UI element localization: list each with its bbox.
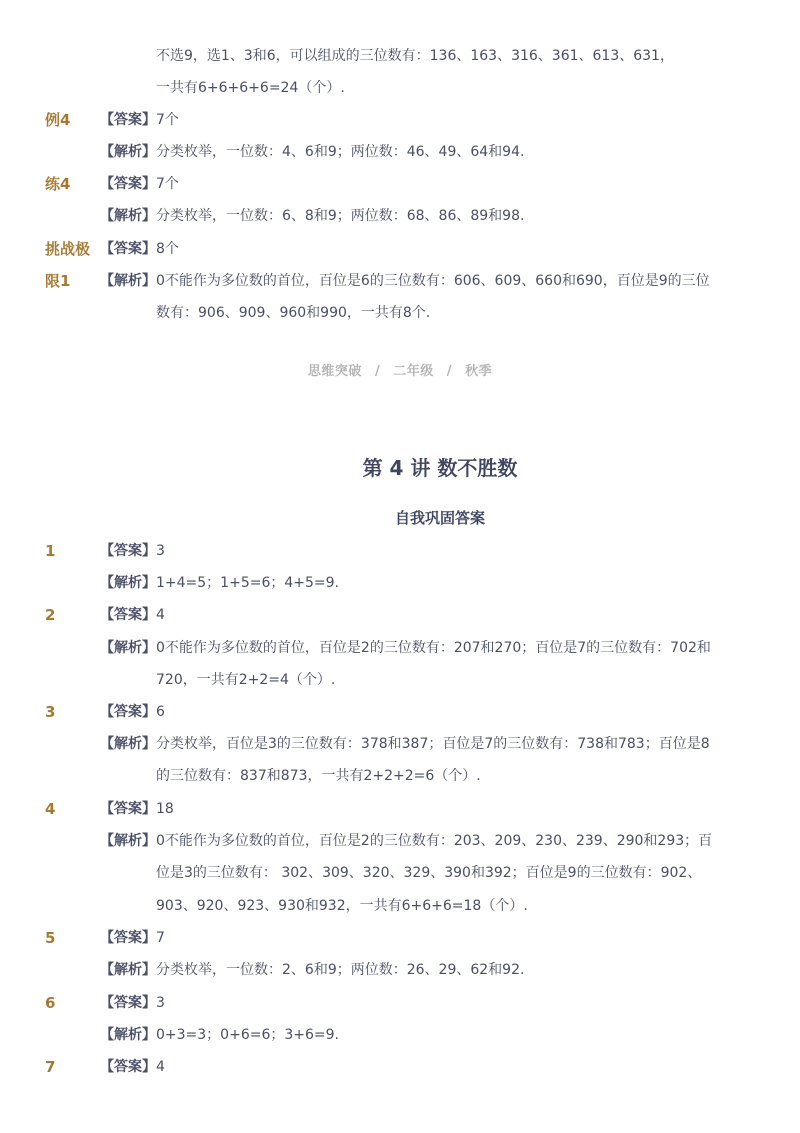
challenge-1-analysis-row-2 [0, 301, 800, 325]
q3-answer-row [0, 700, 800, 724]
analysis-tag: 【解析】 [100, 144, 156, 160]
question-number: 5 [45, 929, 56, 947]
q2-analysis-row [0, 636, 800, 660]
analysis-text: 903、920、923、930和932，一共有6+6+6=18（个）. [156, 898, 528, 914]
analysis-tag: 【解析】 [100, 640, 156, 656]
answer-text: 4 [156, 1059, 165, 1075]
analysis-text: 0不能作为多位数的首位，百位是2的三位数有：207和270；百位是7的三位数有：702和 [156, 640, 711, 656]
analysis-text: 不选9，选1、3和6，可以组成的三位数有：136、163、316、361、613、631， [156, 48, 674, 64]
q3-analysis-row [0, 732, 800, 756]
q7-answer-row [0, 1055, 800, 1079]
footer-separator: / [446, 364, 453, 379]
analysis-text: 数有：906、909、960和990，一共有8个. [156, 305, 431, 321]
analysis-text: 0不能作为多位数的首位，百位是6的三位数有：606、609、660和690，百位是9的三位 [156, 273, 710, 289]
answer-tag: 【答案】 [100, 704, 156, 720]
analysis-text: 分类枚举，百位是3的三位数有：378和387；百位是7的三位数有：738和783；百位是8 [156, 736, 710, 752]
analysis-tag: 【解析】 [100, 575, 156, 591]
footer-separator: / [374, 364, 381, 379]
answer-tag: 【答案】 [100, 607, 156, 623]
analysis-tag: 【解析】 [100, 208, 156, 224]
analysis-text: 的三位数有：837和873，一共有2+2+2=6（个）. [156, 768, 481, 784]
answer-tag: 【答案】 [100, 995, 156, 1011]
problem-label: 挑战极 [45, 240, 91, 258]
question-number: 6 [45, 994, 56, 1012]
analysis-text: 分类枚举，一位数：6、8和9；两位数：68、86、89和98. [156, 208, 525, 224]
example-4-answer-row [0, 108, 800, 132]
analysis-text: 一共有6+6+6+6=24（个）. [156, 80, 345, 96]
q4-answer-row [0, 797, 800, 821]
question-number: 2 [45, 606, 56, 624]
answer-text: 3 [156, 995, 165, 1011]
analysis-tag: 【解析】 [100, 833, 156, 849]
analysis-text: 0+3=3；0+6=6；3+6=9. [156, 1027, 339, 1043]
answer-tag: 【答案】 [100, 112, 156, 128]
text-line [0, 76, 800, 100]
q4-analysis-row-3 [0, 894, 800, 918]
challenge-1-answer-row [0, 237, 800, 261]
answer-text: 4 [156, 607, 165, 623]
q6-analysis-row [0, 1023, 800, 1047]
analysis-text: 位是3的三位数有： 302、309、320、329、390和392；百位是9的三位数有：902、 [156, 865, 702, 881]
analysis-text: 1+4=5；1+5=6；4+5=9. [156, 575, 339, 591]
answer-tag: 【答案】 [100, 801, 156, 817]
footer-grade: 二年级 [393, 364, 434, 379]
q1-answer-row [0, 539, 800, 563]
analysis-tag: 【解析】 [100, 1027, 156, 1043]
practice-4-answer-row [0, 172, 800, 196]
analysis-text: 分类枚举，一位数：2、6和9；两位数：26、29、62和92. [156, 962, 525, 978]
q2-analysis-row-2 [0, 668, 800, 692]
q4-analysis-row [0, 829, 800, 853]
answer-text: 6 [156, 704, 165, 720]
q5-answer-row [0, 926, 800, 950]
analysis-tag: 【解析】 [100, 736, 156, 752]
challenge-1-analysis-row [0, 269, 800, 293]
text-line [0, 44, 800, 68]
analysis-tag: 【解析】 [100, 962, 156, 978]
analysis-text: 720，一共有2+2=4（个）. [156, 672, 336, 688]
q3-analysis-row-2 [0, 764, 800, 788]
answer-tag: 【答案】 [100, 241, 156, 257]
q2-answer-row [0, 603, 800, 627]
analysis-text: 分类枚举，一位数：4、6和9；两位数：46、49、64和94. [156, 144, 525, 160]
answer-text: 7个 [156, 112, 179, 128]
problem-label: 例4 [45, 111, 71, 129]
question-number: 7 [45, 1058, 56, 1076]
answer-text: 18 [156, 801, 174, 817]
page-footer [0, 360, 800, 379]
lecture-title: 第 4 讲 数不胜数 [362, 456, 518, 480]
footer-season: 秋季 [465, 364, 493, 379]
answer-text: 8个 [156, 241, 179, 257]
q6-answer-row [0, 991, 800, 1015]
answer-text: 7个 [156, 176, 179, 192]
practice-4-analysis-row [0, 204, 800, 228]
question-number: 4 [45, 800, 56, 818]
question-number: 3 [45, 703, 56, 721]
q5-analysis-row [0, 958, 800, 982]
section-title: 自我巩固答案 [394, 509, 485, 527]
analysis-tag: 【解析】 [100, 273, 156, 289]
question-number: 1 [45, 542, 56, 560]
answer-tag: 【答案】 [100, 176, 156, 192]
problem-label: 练4 [45, 175, 71, 193]
answer-tag: 【答案】 [100, 543, 156, 559]
answer-tag: 【答案】 [100, 1059, 156, 1075]
q1-analysis-row [0, 571, 800, 595]
answer-text: 3 [156, 543, 165, 559]
answer-tag: 【答案】 [100, 930, 156, 946]
example-4-analysis-row [0, 140, 800, 164]
analysis-text: 0不能作为多位数的首位，百位是2的三位数有：203、209、230、239、290和293；百 [156, 833, 713, 849]
footer-book: 思维突破 [307, 364, 362, 379]
q4-analysis-row-2 [0, 861, 800, 885]
answer-text: 7 [156, 930, 165, 946]
problem-label: 限1 [45, 272, 71, 290]
